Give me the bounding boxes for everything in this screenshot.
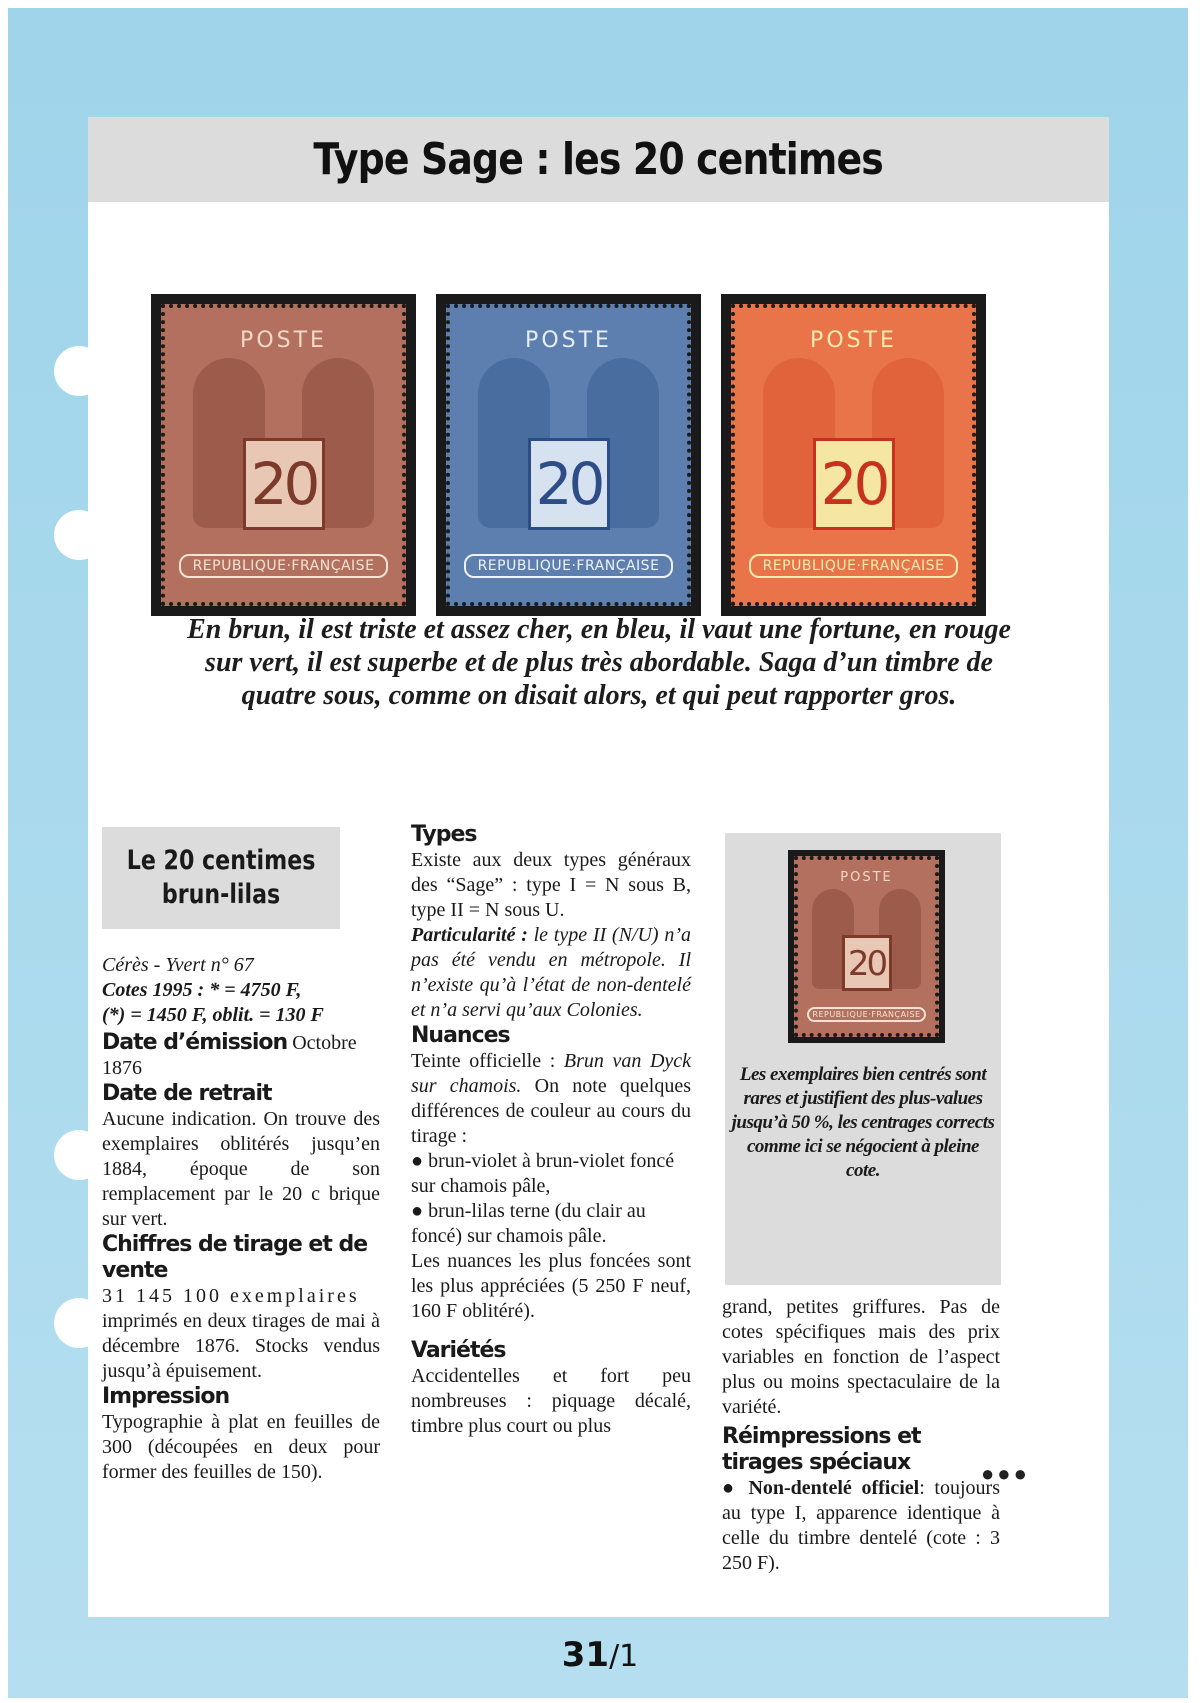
varietes-text: Accidentelles et fort peu nombreuses : piquage décalé, timbre plus court ou plus xyxy=(411,1365,691,1437)
bullet-icon: ● xyxy=(411,1200,424,1222)
page-title: Type Sage : les 20 centimes xyxy=(313,134,884,185)
non-dentele-label: Non-dentelé officiel xyxy=(748,1477,920,1499)
retrait-text: Aucune indication. On trouve des exemplaires oblitérés jusqu’en 1884, époque de son remplacement par le 20 c brique sur vert. xyxy=(102,1108,380,1230)
column-3 xyxy=(722,1295,1000,1576)
cotes-line: (*) = 1450 F, oblit. = 130 F xyxy=(102,1004,324,1026)
cotes-line: Cotes 1995 : * = 4750 F, xyxy=(102,979,302,1001)
retrait-heading: Date de retrait xyxy=(102,1081,272,1106)
stamp-centered-image xyxy=(788,850,945,1043)
chiffres-text: imprimés en deux tirages de mai à décembre 1876. Stocks vendus jusqu’à épuisement. xyxy=(102,1310,380,1382)
nuances-text: On note quelques différences de couleur au cours du tirage : xyxy=(411,1075,691,1147)
stamp-value: 20 xyxy=(243,438,325,530)
varietes-continued-text: grand, petites griffures. Pas de cotes spécifiques mais des prix variables en fonction de l’aspect plus ou moins spectaculaire de la variété. xyxy=(722,1296,1000,1418)
stamp-poste-text: POSTE xyxy=(840,870,893,885)
nuances-intro: Teinte officielle : xyxy=(411,1050,556,1072)
stamp-legend: REPUBLIQUE·FRANÇAISE xyxy=(179,554,388,578)
stamp-value: 20 xyxy=(528,438,610,530)
title-band xyxy=(88,117,1109,202)
emission-heading: Date d’émission xyxy=(102,1030,288,1055)
bullet-icon: ● xyxy=(411,1150,424,1172)
chiffres-text: 31 145 100 exemplaires xyxy=(102,1285,360,1307)
page-folio xyxy=(0,1635,1200,1675)
box-heading-line: Le 20 centimes xyxy=(126,845,316,876)
continuation-dots-icon: ●●● xyxy=(981,1461,1030,1486)
stamp-blue-image xyxy=(436,294,701,616)
stamp-value: 20 xyxy=(813,438,895,530)
stamp-legend: REPUBLIQUE·FRANÇAISE xyxy=(807,1007,926,1022)
reimpressions-heading: Réimpressions et tirages spéciaux xyxy=(722,1424,921,1475)
catalogue-reference: Cérès - Yvert n° 67 xyxy=(102,954,254,976)
nuances-end-text: Les nuances les plus foncées sont les plus appréciées (5 250 F neuf, 160 F oblitéré). xyxy=(411,1250,691,1322)
particularite-text: le type II (N/U) n’a pas été vendu en métropole. Il n’existe qu’à l’état de non-dentelé et n’a servi qu’aux Colonies. xyxy=(411,924,691,1021)
stamp-legend: REPUBLIQUE·FRANÇAISE xyxy=(464,554,673,578)
stamp-brown-image xyxy=(151,294,416,616)
stamp-poste-text: POSTE xyxy=(240,328,327,353)
stamp-poste-text: POSTE xyxy=(525,328,612,353)
types-text: Existe aux deux types généraux des “Sage” : type I = N sous B, type II = N sous U. xyxy=(411,849,691,921)
nuances-heading: Nuances xyxy=(411,1023,510,1048)
emission-value: Octobre 1876 xyxy=(102,1032,357,1079)
varietes-heading: Variétés xyxy=(411,1338,506,1363)
lede-paragraph: En brun, il est triste et assez cher, en bleu, il vaut une fortune, en rouge sur vert, il est superbe et de plus très abordable. Saga d’un timbre de quatre sous, comme on disait alors, et qui peut rapporter gros. xyxy=(187,614,1011,711)
stamp-red-image xyxy=(721,294,986,616)
nuances-official: Brun van Dyck sur chamois. xyxy=(411,1050,692,1097)
illustration-box xyxy=(725,833,1001,1285)
bullet-icon: ● xyxy=(722,1477,739,1499)
folio-suffix: /1 xyxy=(609,1639,639,1674)
stamp-value: 20 xyxy=(842,935,892,991)
nuance-item: brun-violet à brun-violet foncé sur chamois pâle, xyxy=(411,1150,675,1197)
particularite-label: Particularité : xyxy=(411,924,528,946)
section-box-heading xyxy=(102,827,340,929)
article-sheet xyxy=(88,117,1109,1617)
illustration-caption: Les exemplaires bien centrés sont rares et justifient des plus-values jusqu’à 50 %, les centrages corrects comme ici se négocient à pleine cote. xyxy=(731,1064,995,1181)
box-heading-line: brun-lilas xyxy=(161,879,281,910)
impression-heading: Impression xyxy=(102,1384,230,1409)
impression-text: Typographie à plat en feuilles de 300 (découpées en deux pour former des feuilles de 150). xyxy=(102,1411,380,1483)
folio-number: 31 xyxy=(561,1635,610,1675)
types-heading: Types xyxy=(411,822,477,847)
stamp-poste-text: POSTE xyxy=(810,328,897,353)
stamp-legend: REPUBLIQUE·FRANÇAISE xyxy=(749,554,958,578)
column-1 xyxy=(102,827,380,1485)
nuance-item: brun-lilas terne (du clair au foncé) sur chamois pâle. xyxy=(411,1200,646,1247)
non-dentele-text: : toujours au type I, apparence identique à celle du timbre dentelé (cote : 3 250 F). xyxy=(722,1477,1000,1574)
chiffres-heading: Chiffres de tirage et de vente xyxy=(102,1232,368,1283)
column-2 xyxy=(411,822,691,1439)
